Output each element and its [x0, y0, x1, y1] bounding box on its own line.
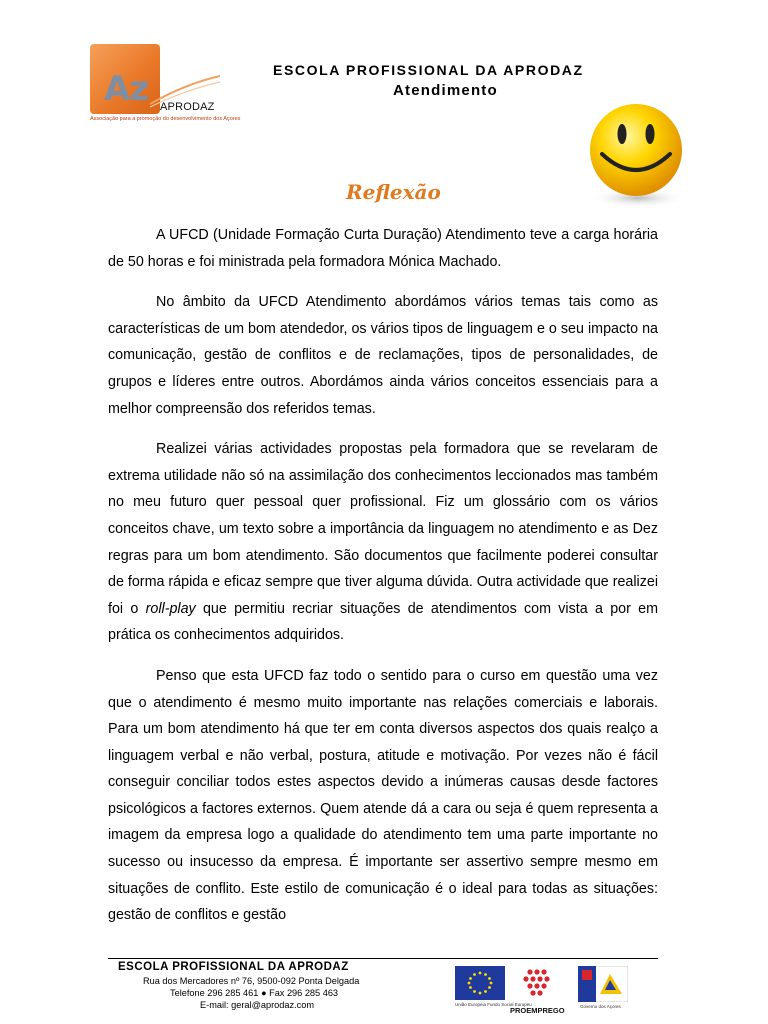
- bullet-separator: ●: [260, 988, 267, 998]
- eu-caption: União Europeia Fundo Social Europeu: [455, 1002, 532, 1007]
- course-title: Atendimento: [393, 82, 498, 99]
- roll-play-term: roll-play: [145, 600, 196, 617]
- footer-email: E-mail: geral@aprodaz.com: [200, 1000, 315, 1010]
- body-text: [108, 222, 658, 943]
- paragraph-3: [108, 436, 658, 649]
- paragraph-3-end: que permitiu recriar situações de atendimentos com vista a por em prática os conhecimentos adquiridos.: [108, 600, 658, 644]
- eu-flag-icon: [455, 966, 505, 1000]
- paragraph-3-start: Realizei várias actividades propostas pela formadora que se revelaram de extrema utilidade não só na assimilação dos conhecimentos leccionados mas também no meu futuro quer pessoal quer profissional. Fiz um glossário com os vários conceitos chave, um texto sobre a importância da linguagem no atendimento e as Dez regras para um bom atendimento. São documentos que facilmente poderei consultar de forma rápida e eficaz sempre que tiver alguma dúvida. Outra actividade que realizei foi o: [108, 441, 658, 617]
- school-title: ESCOLA PROFISSIONAL DA APRODAZ: [273, 62, 584, 78]
- logo-tagline: Associação para a promoção do desenvolvimento dos Açores: [90, 116, 241, 122]
- footer-fax: Fax 296 285 463: [269, 988, 339, 998]
- logo-letters: Az: [104, 69, 149, 109]
- proemprego-logo: [508, 966, 568, 1000]
- logo-name: APRODAZ: [160, 101, 215, 113]
- smiley-face-icon: [582, 100, 694, 212]
- reflection-title: Reflexão: [346, 180, 441, 204]
- proemprego-label: PROEMPREGO: [510, 1006, 565, 1015]
- paragraph-4: Penso que esta UFCD faz todo o sentido para o curso em questão uma vez que o atendimento é mesmo muito importante nas relações comerciais e laborais. Para um bom atendimento há que ter em conta diversos aspectos dos quais realço a linguagem verbal e não verbal, postura, atitude e motivação. Por vezes não é fácil conseguir conciliar todos estes aspectos devido a inúmeras causas desde factores psicológicos a factores externos. Quem atende dá a cara ou seja é quem representa a imagem da empresa logo a qualidade do atendimento tem uma parte importante no sucesso ou insucesso da empresa. É importante ser assertivo sempre mesmo em situações de conflito. Este estilo de comunicação é o ideal para todas as situações: gestão de conflitos e gestão: [108, 667, 658, 924]
- azores-government-logo: [578, 966, 628, 1002]
- azores-caption: Governo dos Açores: [580, 1004, 621, 1009]
- footer-address: Rua dos Mercadores nº 76, 9500-092 Ponta Delgada: [143, 976, 360, 986]
- footer-contacts: [170, 988, 338, 998]
- paragraph-1: A UFCD (Unidade Formação Curta Duração) Atendimento teve a carga horária de 50 horas e foi ministrada pela formadora Mónica Machado.: [108, 227, 658, 270]
- paragraph-2: No âmbito da UFCD Atendimento abordámos vários temas tais como as características de um bom atendedor, os vários tipos de linguagem e o seu impacto na comunicação, gestão de conflitos e de reclamações, tipos de personalidades, de grupos e líderes entre outros. Abordámos ainda vários conceitos essenciais para a melhor compreensão dos referidos temas.: [108, 294, 658, 417]
- footer-divider: [108, 958, 658, 959]
- footer-school-name: ESCOLA PROFISSIONAL DA APRODAZ: [118, 961, 349, 973]
- footer-phone: Telefone 296 285 461: [170, 988, 259, 998]
